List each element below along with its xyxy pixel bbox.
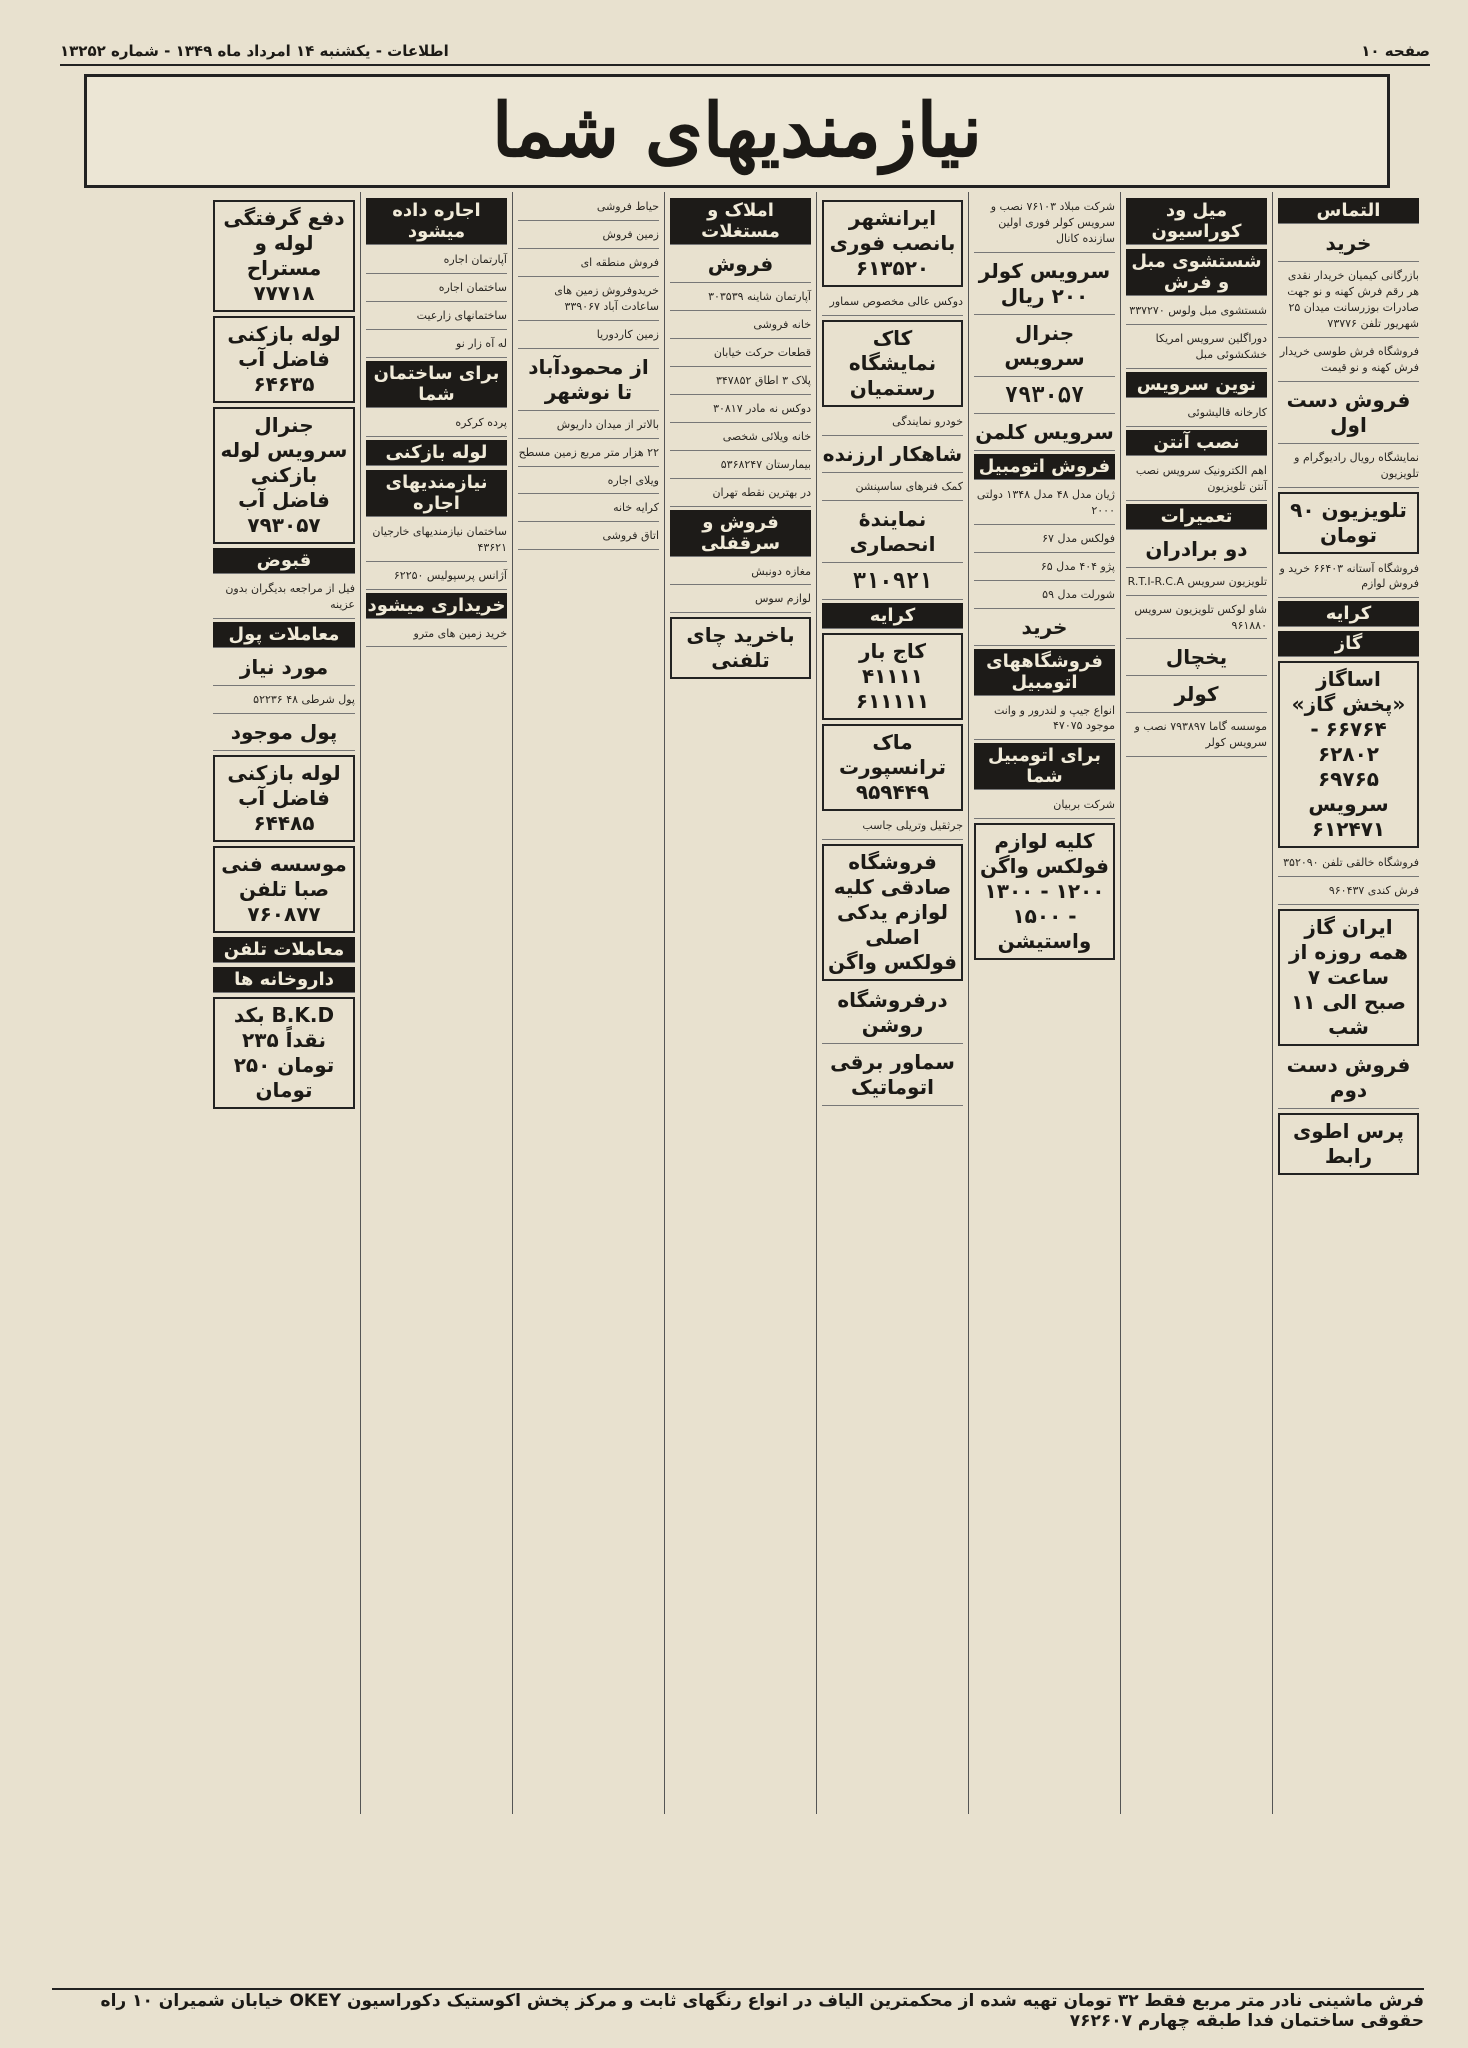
ad-headline: سرویس کولر ۲۰۰ ریال: [974, 256, 1115, 315]
ad-text: مغازه دونبش: [670, 561, 811, 586]
section-heading: برای اتومبیل شما: [974, 743, 1115, 790]
banner-title: نیازمندیهای شما: [491, 88, 983, 174]
ad-text: فروشگاه آستانه ۶۶۴۰۳ خرید و فروش لوازم: [1278, 558, 1419, 599]
page-number: صفحه ۱۰: [1361, 42, 1430, 60]
ad-headline: فروش دست اول: [1278, 385, 1419, 444]
column-5: [664, 192, 816, 1814]
ad-text: پلاک ۳ اطاق ۳۴۷۸۵۲: [670, 370, 811, 395]
ad-headline: از محمودآباد تا نوشهر: [518, 352, 659, 411]
boxed-ad: فروشگاه صادقی کلیه لوازم یدکی اصلی فولکس واگن: [822, 844, 963, 981]
section-heading: کرایه: [822, 603, 963, 629]
ad-text: خانه ویلائی شخصی: [670, 426, 811, 451]
ad-text: خودرو نمایندگی: [822, 411, 963, 436]
ad-text: کمک فنرهای ساسپنشن: [822, 476, 963, 501]
section-heading: نیازمندیهای اجاره: [366, 470, 507, 517]
ad-text: حیاط فروشی: [518, 196, 659, 221]
ad-headline: نمایندهٔ انحصاری: [822, 504, 963, 563]
ad-text: فروشگاه خالقی تلفن ۳۵۲۰۹۰: [1278, 852, 1419, 877]
phone-number: ۳۱۰۹۲۱: [822, 566, 963, 600]
ad-headline: خرید: [1278, 228, 1419, 262]
boxed-ad: تلویزیون ۹۰ تومان: [1278, 492, 1419, 554]
ad-text: شستشوی مبل ولوس ۳۳۷۲۷۰: [1126, 300, 1267, 325]
boxed-ad: اساگاز «پخش گاز» ۶۶۷۶۴ - ۶۲۸۰۲ ۶۹۷۶۵ سرویس ۶۱۲۴۷۱: [1278, 661, 1419, 848]
boxed-ad: کلیه لوازم فولکس واگن ۱۲۰۰ - ۱۳۰۰ - ۱۵۰۰ واستیشن: [974, 823, 1115, 960]
section-heading: خریداری میشود: [366, 593, 507, 619]
ad-text: قطعات حرکت خیابان: [670, 342, 811, 367]
issue-header: [60, 38, 1430, 66]
section-heading: لوله بازکنی: [366, 440, 507, 466]
classifieds-banner: [84, 74, 1390, 188]
boxed-ad: ایران گاز همه روزه از ساعت ۷ صبح الی ۱۱ شب: [1278, 909, 1419, 1046]
boxed-ad: موسسه فنی صبا تلفن ۷۶۰۸۷۷: [213, 846, 355, 933]
section-heading: اجاره داده میشود: [366, 198, 507, 245]
ad-text: له آه زار نو: [366, 333, 507, 358]
section-heading: نوین سرویس: [1126, 372, 1267, 398]
ad-text: زمین فروش: [518, 224, 659, 249]
ad-text: ژیان مدل ۴۸ مدل ۱۳۴۸ دولتی ۲۰۰۰: [974, 484, 1115, 525]
ad-text: آپارتمان شاینه ۳۰۳۵۳۹: [670, 286, 811, 311]
ad-text: بیمارستان ۵۳۶۸۲۴۷: [670, 454, 811, 479]
ad-text: آپارتمان اجاره: [366, 249, 507, 274]
boxed-ad: لوله بازکنی فاضل آب ۶۴۶۳۵: [213, 316, 355, 403]
ad-text: خریدوفروش زمین های ساعادت آباد ۳۳۹۰۶۷: [518, 280, 659, 321]
ad-headline: خرید: [974, 612, 1115, 646]
section-heading: فروشگاههای اتومبیل: [974, 649, 1115, 696]
ad-text: شاو لوکس تلویزیون سرویس ۹۶۱۸۸۰: [1126, 599, 1267, 640]
ad-text: پرده کرکره: [366, 412, 507, 437]
boxed-ad: ایرانشهر بانصب فوری ۶۱۳۵۲۰: [822, 200, 963, 287]
column-7: [360, 192, 512, 1814]
section-heading: داروخانه ها: [213, 967, 355, 993]
section-heading: شستشوی مبل و فرش: [1126, 249, 1267, 296]
boxed-ad: باخرید چای تلفنی: [670, 617, 811, 679]
ad-text: خرید زمین های مترو: [366, 623, 507, 648]
ad-text: دوراگلین سرویس امریکا خشکشوئی مبل: [1126, 328, 1267, 369]
section-heading: نصب آنتن: [1126, 430, 1267, 456]
section-heading: تعمیرات: [1126, 504, 1267, 530]
ad-headline: سماور برقی اتوماتیک: [822, 1047, 963, 1106]
section-heading: برای ساختمان شما: [366, 361, 507, 408]
ad-text: اتاق فروشی: [518, 525, 659, 550]
boxed-ad: کاک نمایشگاه رستمیان: [822, 320, 963, 407]
ad-headline: یخچال: [1126, 642, 1267, 676]
ad-headline: کولر: [1126, 679, 1267, 713]
columns-grid: [52, 192, 1424, 1814]
boxed-ad: ماک ترانسپورت ۹۵۹۴۴۹: [822, 724, 963, 811]
ad-headline: پول موجود: [213, 717, 355, 751]
ad-text: فولکس مدل ۶۷: [974, 528, 1115, 553]
footer-ad-text: فرش ماشینی نادر متر مربع فقط ۳۲ تومان تهیه شده از محکمترین الیاف در انواع رنگهای ثابت و مرکز پخش اکوستیک دکوراسیون OKEY خیابان شمیران ۱۰ راه حقوقی ساختمان فدا طبقه چهارم ۷۶۲۶۰۷: [100, 1991, 1424, 2031]
ad-text: در بهترین نقطه تهران: [670, 482, 811, 507]
boxed-ad: B.K.D بکد نقداً ۲۳۵ تومان ۲۵۰ تومان: [213, 997, 355, 1109]
phone-number: ۷۹۳۰۵۷: [974, 380, 1115, 414]
section-heading: معاملات تلفن: [213, 937, 355, 963]
boxed-ad: جنرال سرویس لوله بازکنی فاضل آب ۷۹۳۰۵۷: [213, 407, 355, 544]
ad-text: ۲۲ هزار متر مربع زمین مسطح: [518, 442, 659, 467]
ad-headline: سرویس کلمن: [974, 417, 1115, 451]
column-1: [1272, 192, 1424, 1814]
ad-text: ساختمان نیازمندیهای خارجیان ۴۳۶۲۱: [366, 521, 507, 562]
ad-headline: شاهکار ارزنده: [822, 439, 963, 473]
ad-text: ویلای اجاره: [518, 470, 659, 495]
section-heading: گاز: [1278, 631, 1419, 657]
ad-text: شرکت مبلاد ۷۶۱۰۳ نصب و سرویس کولر فوری اولین سازنده کانال: [974, 196, 1115, 253]
ad-text: پژو ۴۰۴ مدل ۶۵: [974, 556, 1115, 581]
ad-text: تلویزیون سرویس R.T.I-R.C.A: [1126, 571, 1267, 596]
section-heading: معاملات پول: [213, 622, 355, 648]
issue-info: اطلاعات - یکشنبه ۱۴ امرداد ماه ۱۳۴۹ - شماره ۱۳۲۵۲: [60, 42, 449, 60]
ad-text: خانه فروشی: [670, 314, 811, 339]
ad-text: موسسه گاما ۷۹۳۸۹۷ نصب و سرویس کولر: [1126, 716, 1267, 757]
section-heading: فروش اتومبیل: [974, 454, 1115, 480]
section-heading: فروش و سرقفلی: [670, 510, 811, 557]
ad-headline: دو برادران: [1126, 534, 1267, 568]
ad-text: دوکس عالی مخصوص سماور: [822, 291, 963, 316]
ad-headline: فروش: [670, 249, 811, 283]
boxed-ad: لوله بازکنی فاضل آب ۶۴۴۸۵: [213, 755, 355, 842]
ad-text: ساختمان اجاره: [366, 277, 507, 302]
ad-text: لوازم سوس: [670, 588, 811, 613]
column-2: [1120, 192, 1272, 1814]
column-4: [816, 192, 968, 1814]
ad-text: نمایشگاه رویال رادیوگرام و تلویزیون: [1278, 447, 1419, 488]
section-heading: قبوض: [213, 548, 355, 574]
section-heading: کرایه: [1278, 601, 1419, 627]
ad-text: اهم الکترونیک سرویس نصب آنتن تلویزیون: [1126, 460, 1267, 501]
column-3: [968, 192, 1120, 1814]
ad-text: پول شرطی ۴۸ ۵۲۲۳۶: [213, 689, 355, 714]
ad-headline: درفروشگاه روشن: [822, 985, 963, 1044]
section-heading: میل ود کوراسیون: [1126, 198, 1267, 245]
ad-text: بالاتر از میدان داریوش: [518, 414, 659, 439]
section-heading: املاک و مستغلات: [670, 198, 811, 245]
ad-text: فروش منطقه ای: [518, 252, 659, 277]
ad-headline: جنرال سرویس: [974, 318, 1115, 377]
ad-text: ساختمانهای زارعیت: [366, 305, 507, 330]
column-8: [208, 192, 360, 1814]
ad-text: دوکس نه مادر ۳۰۸۱۷: [670, 398, 811, 423]
ad-text: فرش کندی ۹۶۰۴۳۷: [1278, 880, 1419, 905]
footer-ad-strip: [52, 1988, 1424, 2032]
boxed-ad: پرس اطوی رابط: [1278, 1113, 1419, 1175]
ad-headline: مورد نیاز: [213, 652, 355, 686]
ad-text: جرثقیل وتریلی جاسب: [822, 815, 963, 840]
ad-text: آژانس پرسپولیس ۶۲۲۵۰: [366, 565, 507, 590]
ad-text: فروشگاه فرش طوسی خریدار فرش کهنه و نو قیمت: [1278, 341, 1419, 382]
section-heading: التماس: [1278, 198, 1419, 224]
column-6: [512, 192, 664, 1814]
boxed-ad: کاج بار ۴۱۱۱۱ ۶۱۱۱۱۱: [822, 633, 963, 720]
boxed-ad: دفع گرفتگی لوله و مستراح ۷۷۷۱۸: [213, 200, 355, 312]
ad-text: کرایه خانه: [518, 497, 659, 522]
ad-text: شورلت مدل ۵۹: [974, 584, 1115, 609]
ad-text: شرکت بربیان: [974, 794, 1115, 819]
ad-text: کارخانه قالیشوئی: [1126, 402, 1267, 427]
ad-headline: فروش دست دوم: [1278, 1050, 1419, 1109]
ad-text: زمین کاردوریا: [518, 324, 659, 349]
ad-text: فیل از مراجعه بدیگران بدون عزینه: [213, 578, 355, 619]
ad-text: بازرگانی کیمیان خریدار نقدی هر رقم فرش کهنه و نو جهت صادرات بوزرسانت میدان ۲۵ شهریور تلفن ۷۳۷۷۶: [1278, 265, 1419, 338]
ad-text: انواع جیپ و لندرور و وانت موجود ۴۷۰۷۵: [974, 700, 1115, 741]
